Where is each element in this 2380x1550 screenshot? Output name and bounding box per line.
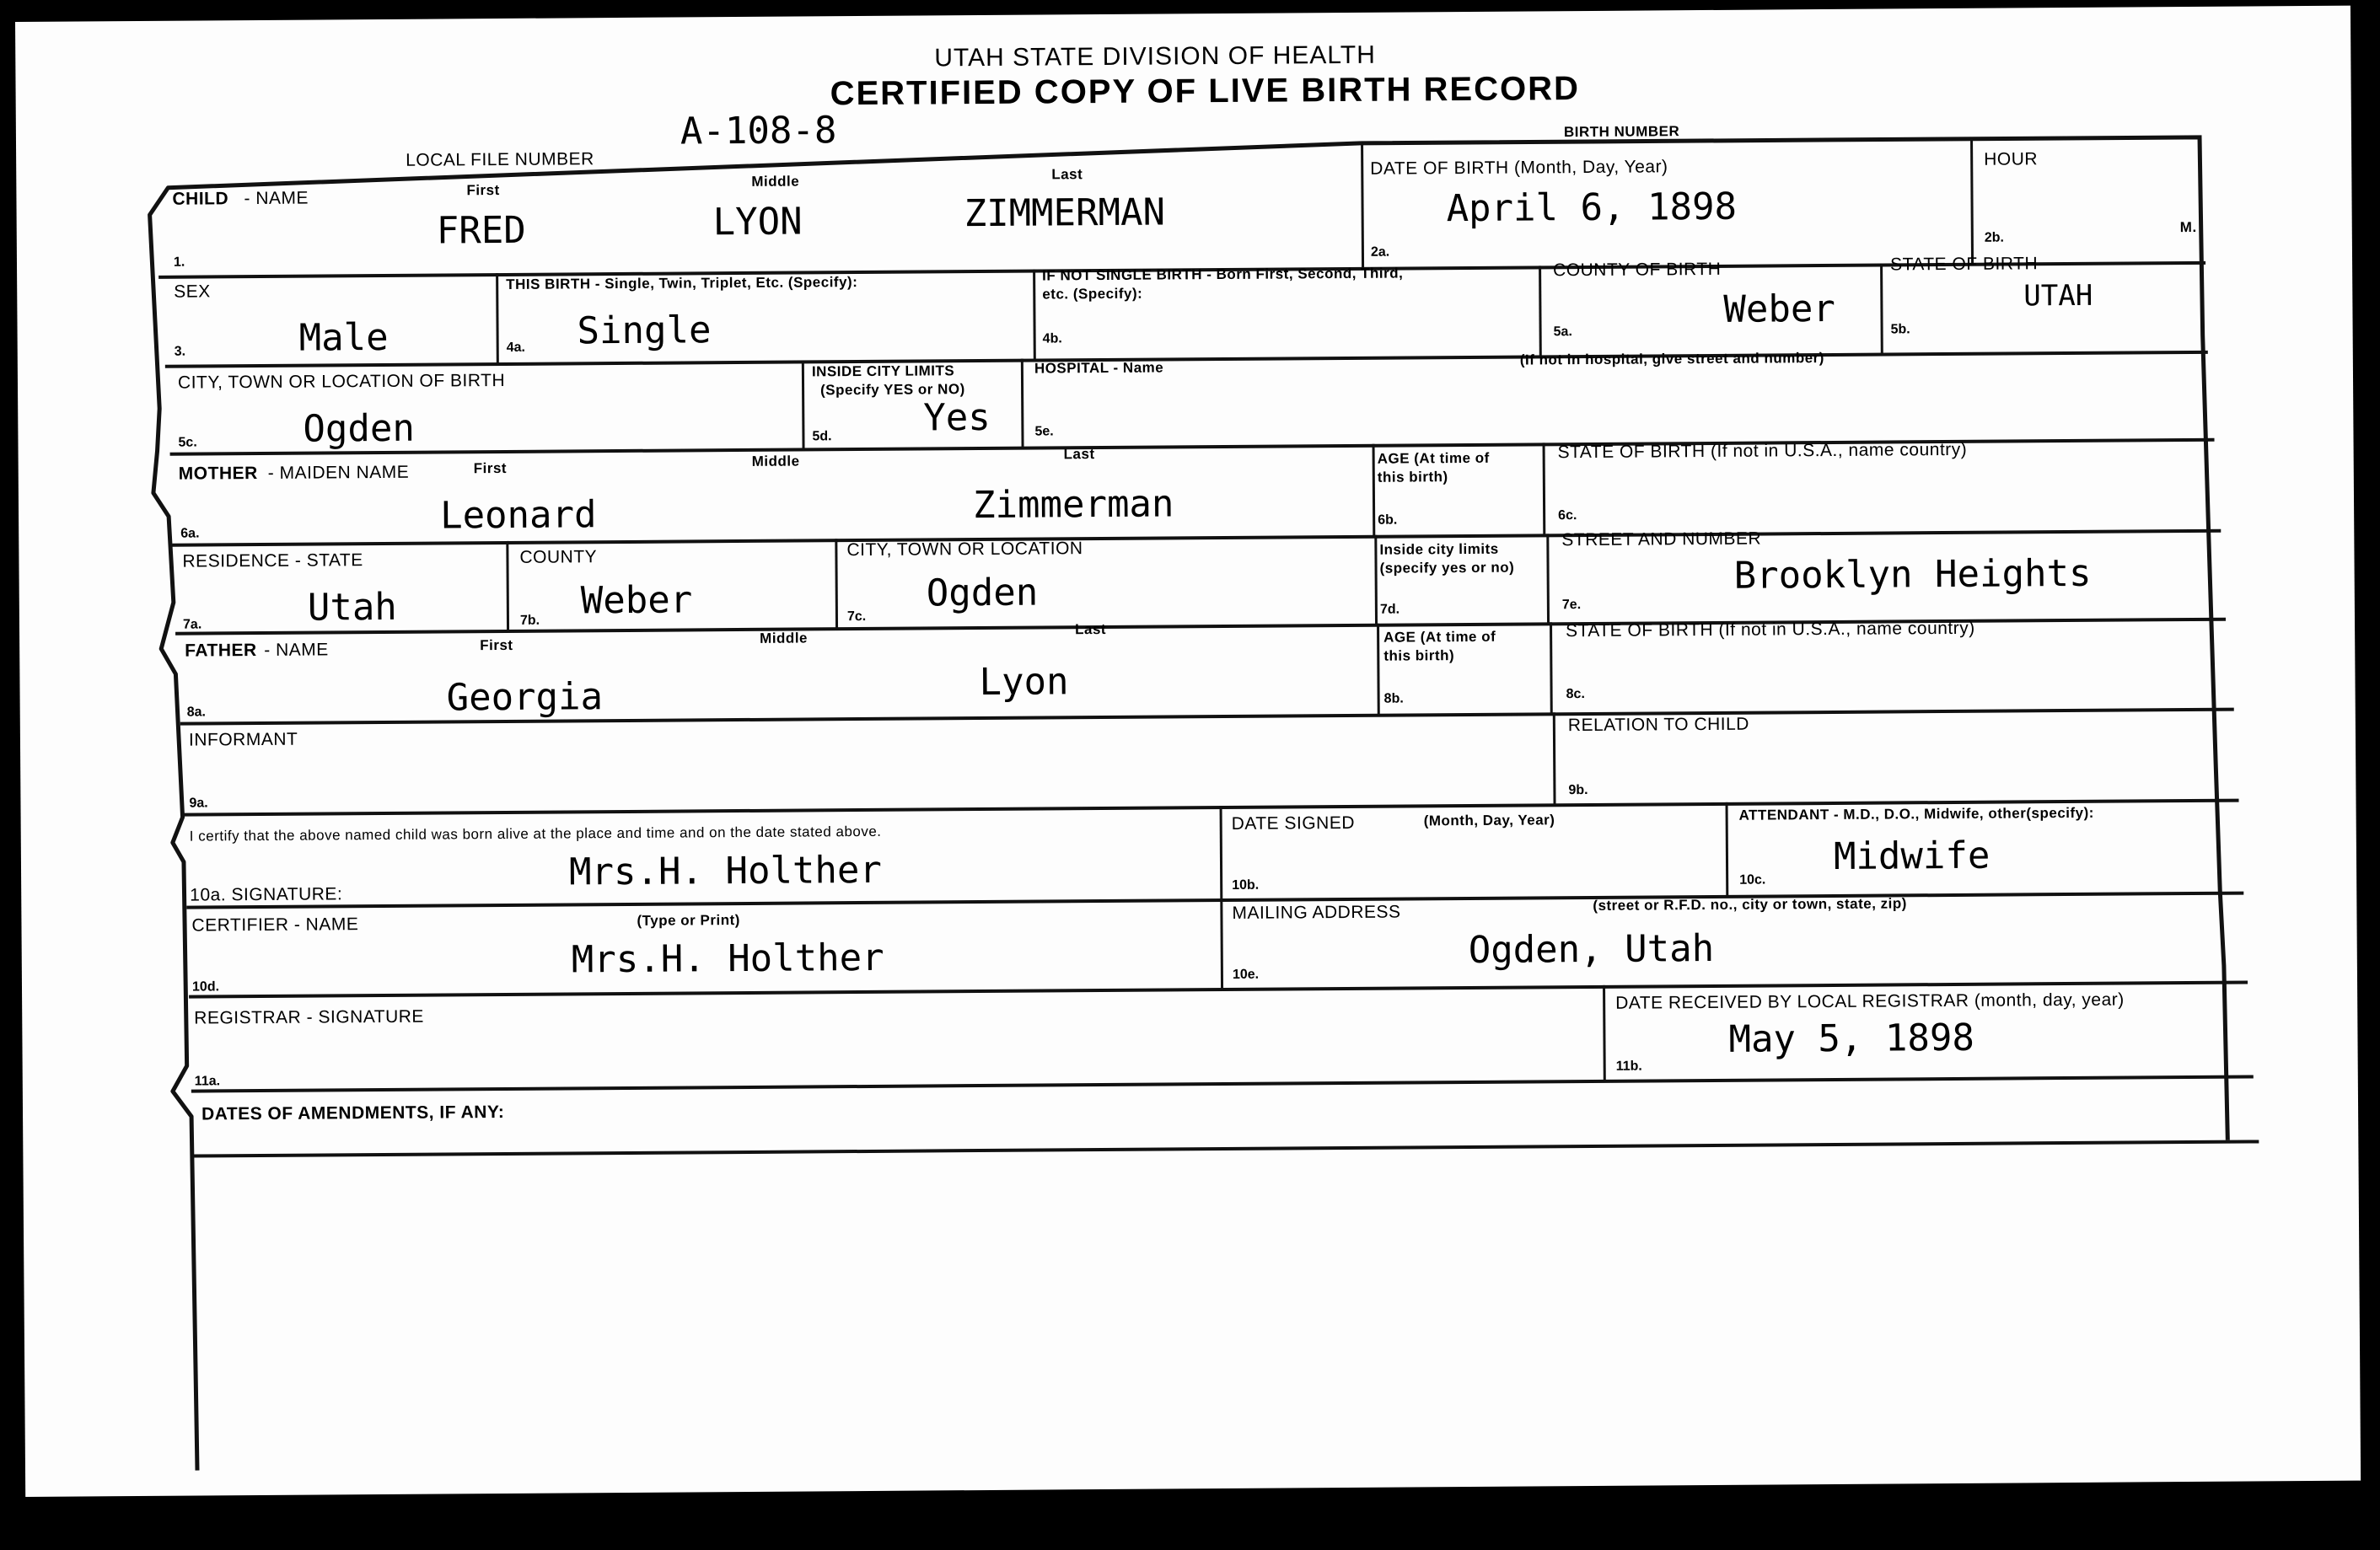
mother-section-label: MOTHER [178, 464, 258, 484]
child-middle-name: LYON [712, 200, 803, 244]
paper-sheet [15, 6, 2361, 1497]
state-value: UTAH [2023, 278, 2093, 314]
field-num-4b: 4b. [1042, 331, 1062, 346]
certify-statement: I certify that the above named child was born alive at the place and time and on the date stated above. [189, 823, 882, 845]
date-signed-label: DATE SIGNED [1231, 813, 1356, 834]
father-state-label: STATE OF BIRTH (If not in U.S.A., name country) [1566, 618, 1975, 641]
county-label: COUNTY OF BIRTH [1553, 259, 1722, 281]
local-file-label: LOCAL FILE NUMBER [406, 149, 594, 170]
attendant-signature: Mrs.H. Holther [568, 848, 883, 894]
field-num-10d: 10d. [191, 979, 220, 995]
residence-city-label: CITY, TOWN OR LOCATION [846, 539, 1083, 560]
child-last-label: Last [1051, 166, 1083, 183]
inside-limits-value: Yes [923, 395, 991, 440]
this-birth-value: Single [577, 308, 712, 353]
informant-label: INFORMANT [188, 729, 298, 750]
mailing-hint: (street or R.F.D. no., city or town, state, zip) [1593, 895, 1907, 914]
mother-last-name: Zimmerman [972, 482, 1174, 528]
field-num-7a: 7a. [182, 617, 202, 632]
mother-first-label: First [473, 459, 508, 477]
hospital-note: (If not in hospital, give street and number) [1519, 350, 1824, 368]
date-received-label: DATE RECEIVED BY LOCAL REGISTRAR (month, day, year) [1615, 990, 2125, 1013]
field-num-9b: 9b. [1568, 782, 1588, 798]
father-middle-label: Middle [760, 630, 809, 646]
field-num-6c: 6c. [1558, 508, 1577, 523]
field-num-4a: 4a. [506, 340, 526, 355]
residence-state-label: RESIDENCE - STATE [182, 550, 363, 571]
relation-label: RELATION TO CHILD [1567, 714, 1749, 736]
certifier-name: Mrs.H. Holther [571, 936, 884, 982]
inside-limits-hint: (Specify YES or NO) [820, 381, 965, 399]
mailing-label: MAILING ADDRESS [1232, 902, 1401, 923]
dob-label: DATE OF BIRTH (Month, Day, Year) [1370, 157, 1668, 179]
residence-city-value: Ogden [926, 571, 1039, 615]
field-num-2b: 2b. [1984, 230, 2005, 245]
mother-name-label: - MAIDEN NAME [267, 462, 410, 483]
residence-state-value: Utah [307, 585, 398, 630]
field-num-8b: 8b. [1383, 691, 1404, 706]
child-first-label: First [466, 181, 500, 199]
field-num-3: 3. [174, 344, 186, 359]
form-outline [15, 6, 2361, 1497]
field-num-10e: 10e. [1232, 967, 1260, 982]
not-single-label: IF NOT SINGLE BIRTH - Born First, Second, Third, [1042, 265, 1404, 284]
field-num-5b: 5b. [1890, 322, 1910, 337]
father-last-label: Last [1074, 620, 1107, 638]
mother-inside-limits-hint: (specify yes or no) [1379, 559, 1515, 577]
sex-label: SEX [174, 282, 211, 302]
father-age-hint: this birth) [1383, 647, 1455, 664]
field-num-5e: 5e. [1034, 424, 1054, 439]
field-num-7c: 7c. [846, 609, 867, 625]
field-num-10c: 10c. [1739, 872, 1766, 888]
field-num-5a: 5a. [1553, 324, 1572, 340]
field-num-6b: 6b. [1378, 512, 1398, 528]
field-num-8c: 8c. [1566, 687, 1585, 702]
state-label: STATE OF BIRTH [1889, 254, 2039, 275]
date-signed-hint: (Month, Day, Year) [1423, 812, 1555, 829]
sex-value: Male [298, 315, 389, 360]
amendments-label: DATES OF AMENDMENTS, IF ANY: [201, 1102, 505, 1124]
field-num-11b: 11b. [1615, 1059, 1642, 1074]
city-label: CITY, TOWN OR LOCATION OF BIRTH [177, 370, 506, 393]
field-num-1: 1. [173, 255, 185, 270]
mother-inside-limits-label: Inside city limits [1379, 540, 1499, 558]
hour-m: M. [2179, 218, 2197, 236]
mother-state-label: STATE OF BIRTH (If not in U.S.A., name country) [1557, 439, 1968, 463]
field-num-7e: 7e. [1561, 598, 1582, 613]
type-or-print-hint: (Type or Print) [637, 912, 740, 929]
child-last-name: ZIMMERMAN [964, 190, 1166, 236]
certifier-label: CERTIFIER - NAME [191, 914, 359, 936]
field-num-10b: 10b. [1232, 877, 1260, 893]
registrar-signature-label: REGISTRAR - SIGNATURE [194, 1006, 424, 1028]
father-last-name: Lyon [979, 660, 1069, 705]
field-num-6a: 6a. [180, 526, 200, 541]
residence-county-label: COUNTY [519, 547, 598, 567]
child-name-label: - NAME [244, 188, 309, 209]
father-first-label: First [480, 636, 513, 654]
father-first-name: Georgia [446, 675, 604, 720]
background-edge [0, 1509, 2380, 1550]
this-birth-label: THIS BIRTH - Single, Twin, Triplet, Etc. (Specify): [506, 274, 858, 292]
father-section-label: FATHER [185, 641, 257, 661]
father-age-label: AGE (At time of [1383, 628, 1496, 646]
field-num-9a: 9a. [189, 796, 208, 811]
inside-limits-label: INSIDE CITY LIMITS [811, 362, 955, 380]
mother-age-hint: this birth) [1377, 469, 1448, 485]
hospital-label: HOSPITAL - Name [1034, 359, 1164, 377]
mailing-value: Ogden, Utah [1468, 926, 1715, 972]
signature-label: 10a. SIGNATURE: [190, 884, 343, 905]
mother-middle-label: Middle [751, 453, 800, 469]
child-first-name: FRED [436, 208, 526, 253]
attendant-label: ATTENDANT - M.D., D.O., Midwife, other(specify): [1738, 804, 2094, 823]
field-num-5d: 5d. [812, 429, 832, 444]
field-num-7d: 7d. [1379, 602, 1400, 617]
street-value: Brooklyn Heights [1733, 551, 2092, 598]
field-num-11a: 11a. [194, 1074, 221, 1089]
attendant-value: Midwife [1833, 834, 1990, 878]
field-num-5c: 5c. [178, 435, 197, 450]
city-value: Ogden [303, 406, 416, 451]
not-single-label-2: etc. (Specify): [1042, 285, 1143, 303]
child-middle-label: Middle [751, 173, 800, 190]
birth-number-label: BIRTH NUMBER [1563, 123, 1680, 141]
form-title: CERTIFIED COPY OF LIVE BIRTH RECORD [830, 70, 1581, 113]
mother-age-label: AGE (At time of [1377, 449, 1490, 467]
dob-value: April 6, 1898 [1446, 185, 1738, 231]
father-name-label: - NAME [264, 640, 329, 660]
field-num-7b: 7b. [519, 613, 540, 628]
field-num-2a: 2a. [1370, 244, 1390, 260]
local-file-value: A-108-8 [680, 109, 837, 153]
county-value: Weber [1723, 287, 1836, 331]
mother-first-name: Leonard [439, 493, 597, 538]
residence-county-value: Weber [580, 578, 693, 623]
date-received-value: May 5, 1898 [1728, 1016, 1975, 1061]
field-num-8a: 8a. [186, 705, 207, 720]
mother-last-label: Last [1063, 446, 1095, 463]
agency-title: UTAH STATE DIVISION OF HEALTH [934, 40, 1376, 72]
child-section-label: CHILD [172, 189, 229, 209]
street-label: STREET AND NUMBER [1561, 528, 1762, 550]
hour-label: HOUR [1984, 149, 2039, 169]
